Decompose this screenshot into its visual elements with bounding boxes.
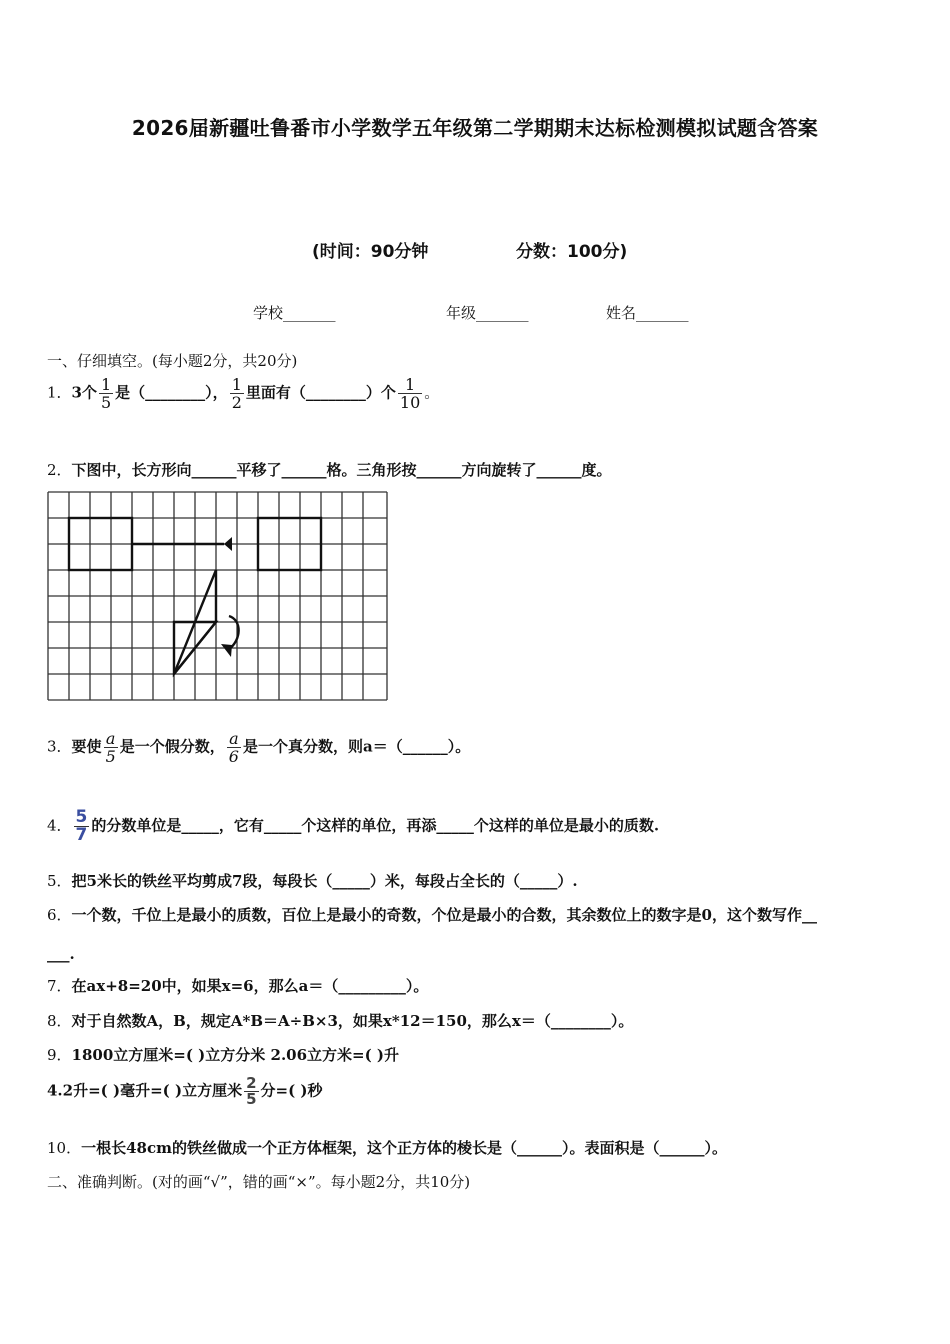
question-9: 9．1800立方厘米=( )立方分米 2.06立方米=( )升 [47, 1046, 400, 1064]
question-4: 4． $\frac{5}{7}$ 的分数单位是_____，它有_____个这样的单位，再添_____个这样的单位是最小的质数. [47, 807, 660, 845]
name-field: 姓名_______ [606, 304, 689, 322]
school-field: 学校_______ [253, 304, 336, 322]
rotation-arrowhead [221, 644, 232, 657]
question-7: 7．在ax+8=20中，如果x=6，那么a＝（_________）。 [47, 977, 429, 995]
exam-time: (时间：90分钟 [312, 242, 429, 262]
q1-fraction-1: $\frac{1}{5}$ [100, 375, 112, 412]
q9-fraction: $\frac{2}{5}$ [246, 1074, 257, 1108]
exam-score: 分数：100分) [516, 242, 628, 262]
question-9-line-2: 4.2升=( )毫升=( )立方厘米 $\frac{2}{5}$ 分=( )秒 [47, 1074, 323, 1108]
question-6: 6．一个数，千位上是最小的质数，百位上是最小的奇数，个位是最小的合数，其余数位上的数字是0，这个数写作__ [47, 906, 817, 924]
q3-fraction-2: $\frac{a}{6}$ [228, 729, 239, 766]
section2-heading: 二、准确判断。(对的画“√”，错的画“×”。每小题2分，共10分) [47, 1173, 471, 1191]
section1-heading: 一、仔细填空。(每小题2分，共20分) [47, 352, 298, 370]
q4-fraction: $\frac{5}{7}$ [75, 807, 88, 845]
question-10: 10．一根长48cm的铁丝做成一个正方体框架，这个正方体的棱长是（______）。表面积是（______）。 [47, 1139, 727, 1157]
question-6-line-2: ___. [47, 945, 75, 963]
q1-fraction-2: $\frac{1}{2}$ [231, 375, 242, 412]
question-5: 5．把5米长的铁丝平均剪成7段，每段长（_____）米，每段占全长的（_____）. [47, 872, 578, 890]
grid-figure [46, 490, 391, 705]
translation-arrowhead [224, 537, 232, 551]
q1-fraction-3: $\frac{1}{10}$ [399, 375, 421, 412]
question-2: 2．下图中，长方形向______平移了______格。三角形按______方向旋转了______度。 [47, 461, 612, 479]
page-title: 2026届新疆吐鲁番市小学数学五年级第二学期期末达标检测模拟试题含答案 [131, 116, 819, 140]
question-1: 1．3个 $\frac{1}{5}$ 是（________）， $\frac{1}{2}$ 里面有（________）个 $\frac{1}{10}$ 。 [47, 375, 440, 412]
question-8: 8．对于自然数A，B，规定A*B＝A÷B×3，如果x*12＝150，那么x＝（________）。 [47, 1012, 634, 1030]
question-3: 3．要使 $\frac{a}{5}$ 是一个假分数， $\frac{a}{6}$ 是一个真分数，则a＝（______）。 [47, 729, 471, 766]
q3-fraction-1: $\frac{a}{5}$ [105, 729, 116, 766]
grid-lines [48, 492, 387, 700]
grade-field: 年级_______ [446, 304, 529, 322]
q1-num: 1． [47, 383, 72, 402]
